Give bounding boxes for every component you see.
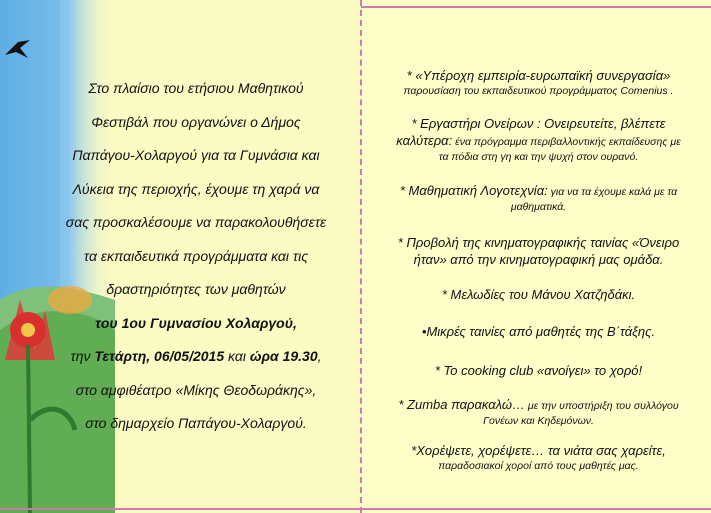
program-item: * Μελωδίες του Μάνου Χατζηδάκι. [441, 287, 636, 302]
school-name: του 1ου Γυμνασίου Χολαργού, [95, 314, 297, 331]
invitation-line: Λύκεια της περιοχής, έχουμε τη χαρά να [72, 180, 320, 197]
invitation-line: δραστηριότητες των μαθητών [106, 281, 286, 297]
invitation-line: Φεστιβάλ που οργανώνει ο Δήμος [91, 113, 301, 130]
event-date-time: την Τετάρτη, 06/05/2015 και ώρα 19.30, [70, 348, 322, 364]
program-item: * Zumba παρακαλώ… με την υποστήριξη του συλλόγου Γονέων και Κηδεμόνων. [398, 397, 679, 427]
invitation-line: Παπάγου-Χολαργού για τα Γυμνάσια και [72, 147, 320, 163]
program-item: * Εργαστήρι Ονείρων : Ονειρευτείτε, βλέπετε καλύτερα: ένα πρόγραμμα περιβαλλοντικής εκπαίδευσης με τα πόδια στη γη και την ψυχή στον ουρανό. [396, 116, 681, 163]
program-item: •Μικρές ταινίες από μαθητές της Β΄τάξης. [421, 324, 656, 339]
invitation-line: σας προσκαλέσουμε να παρακολουθήσετε [65, 214, 327, 230]
event-venue: στο αμφιθέατρο «Μίκης Θεοδωράκης», [75, 381, 317, 398]
invitation-line: τα εκπαιδευτικά προγράμματα και τις [83, 247, 309, 264]
program-item: *Χορέψετε, χορέψετε… τα νιάτα σας χαρείτε, παραδοσιακοί χοροί από τους μαθητές μας. [411, 443, 666, 472]
program-item: * Μαθηματική Λογοτεχνία: για να τα έχουμε καλά με τα μαθηματικά. [399, 183, 678, 213]
fold-line [360, 0, 362, 513]
bottom-border [0, 508, 711, 510]
program-item: * Προβολή της κινηματογραφικής ταινίας «Όνειρο ήταν» από την κινηματογραφική μας ομάδα. [397, 235, 680, 267]
invitation-text [38, 72, 354, 441]
top-border [361, 6, 711, 8]
program-item: * «Υπέροχη εμπειρία-ευρωπαϊκή συνεργασία» παρουσίαση του εκπαιδευτικού προγράμματος Comenius . [403, 68, 674, 97]
invitation-line: Στο πλαίσιο του ετήσιου Μαθητικού [88, 80, 304, 96]
event-location: στο δημαρχείο Παπάγου-Χολαργού. [85, 415, 307, 431]
program-item: * To cooking club «ανοίγει» το χορό! [434, 363, 643, 378]
